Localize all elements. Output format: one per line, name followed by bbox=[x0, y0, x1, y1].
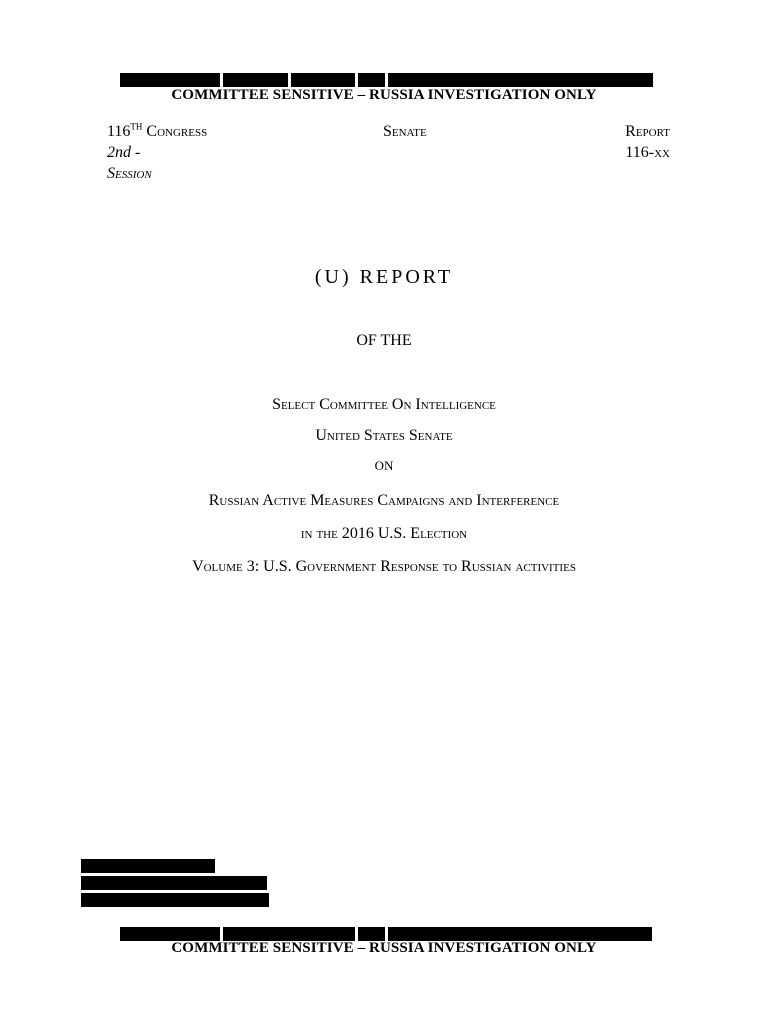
bottom-redaction-gap bbox=[355, 927, 358, 941]
of-the-line: OF THE bbox=[356, 332, 412, 349]
bottom-redaction-gap bbox=[220, 927, 223, 941]
report-block bbox=[625, 121, 670, 163]
top-redaction-gap bbox=[355, 73, 358, 87]
subject-line-2: in the 2016 U.S. Election bbox=[300, 525, 468, 542]
on-line: ON bbox=[374, 458, 394, 473]
bottom-classification-banner: COMMITTEE SENSITIVE – RUSSIA INVESTIGATION ONLY bbox=[171, 940, 597, 956]
congress-number: 116 bbox=[107, 123, 131, 140]
chamber-label: Senate bbox=[383, 123, 427, 140]
report-number: 116-xx bbox=[625, 144, 670, 161]
congress-line bbox=[107, 121, 207, 142]
top-redaction-gap bbox=[288, 73, 291, 87]
report-label: Report bbox=[625, 123, 670, 140]
congress-suffix: TH bbox=[130, 121, 143, 132]
top-classification-banner: COMMITTEE SENSITIVE – RUSSIA INVESTIGATION ONLY bbox=[171, 87, 597, 103]
redaction-block bbox=[81, 876, 267, 890]
session-line2: Session bbox=[107, 165, 152, 182]
redaction-block bbox=[81, 859, 215, 873]
report-title-text: (U) REPORT bbox=[314, 266, 454, 288]
congress-block bbox=[107, 121, 207, 184]
congress-label: Congress bbox=[146, 123, 208, 140]
bottom-redaction-gap bbox=[385, 927, 388, 941]
committee-name: Select Committee On Intelligence bbox=[272, 396, 496, 413]
top-redaction-gap bbox=[385, 73, 388, 87]
report-title bbox=[0, 266, 768, 289]
subject-line-1: Russian Active Measures Campaigns and Interference bbox=[208, 492, 560, 509]
volume-line: Volume 3: U.S. Government Response to Russian activities bbox=[192, 558, 576, 575]
session-line1: 2nd - bbox=[107, 144, 141, 161]
senate-name: United States Senate bbox=[315, 427, 453, 444]
redaction-block bbox=[81, 893, 269, 907]
top-redaction-gap bbox=[220, 73, 223, 87]
